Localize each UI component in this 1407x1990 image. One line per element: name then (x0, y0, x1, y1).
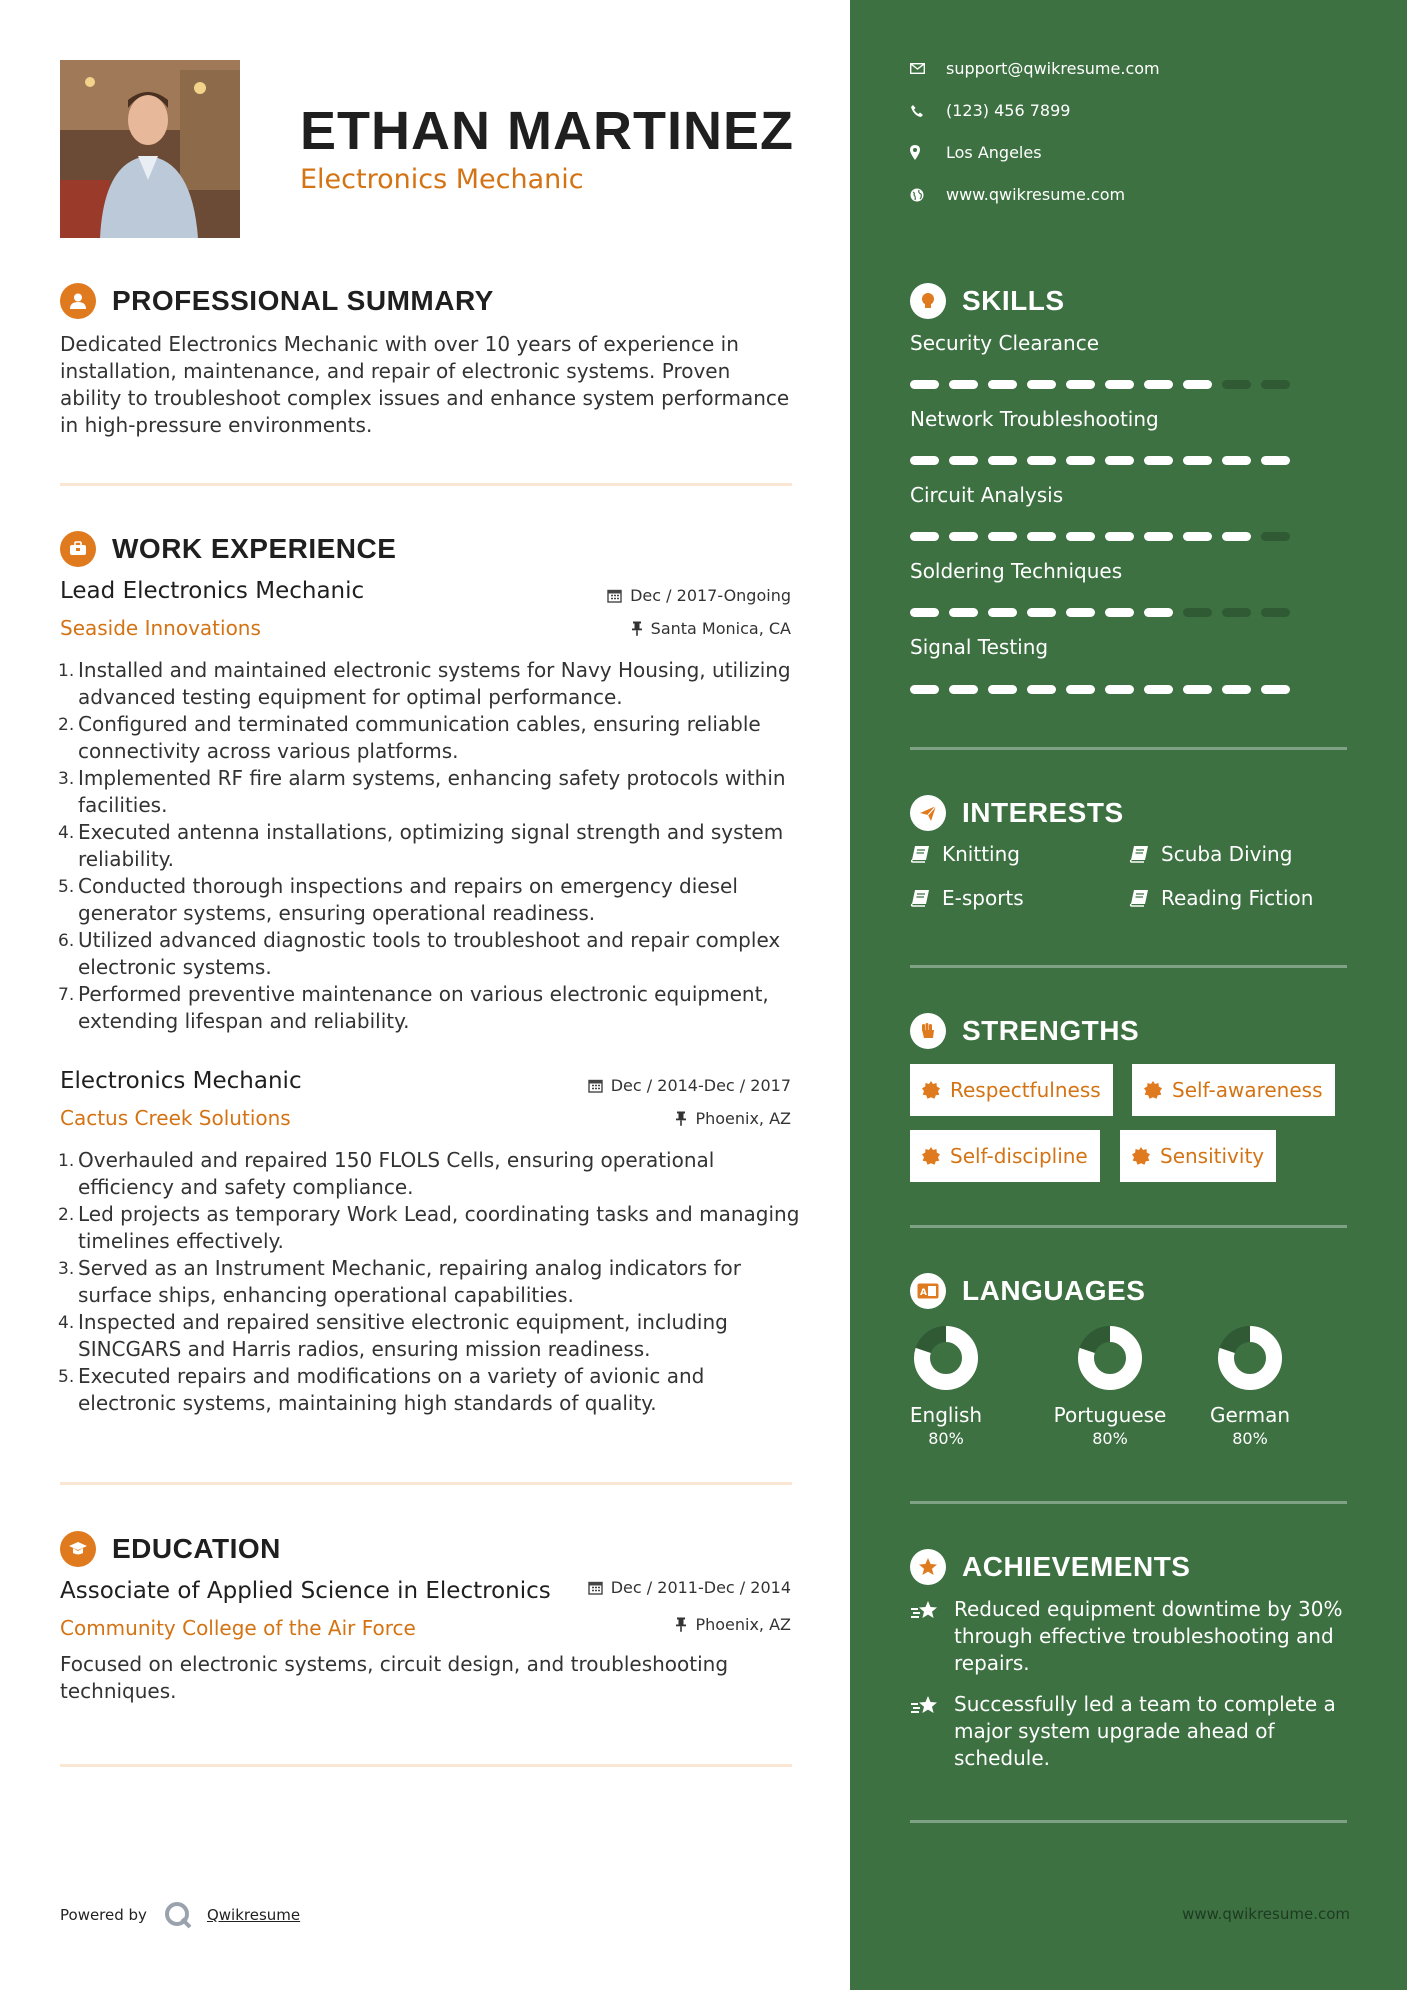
language-proficiency-ring (1075, 1323, 1145, 1393)
footer-website[interactable]: www.qwikresume.com (1182, 1905, 1350, 1923)
skill-segment-empty (1261, 380, 1290, 389)
skill-segment-filled (1066, 608, 1095, 617)
summary-title: PROFESSIONAL SUMMARY (112, 285, 494, 316)
interests-heading (910, 795, 1124, 831)
duty-item: Configured and terminated communication cables, ensuring reliable connectivity across various platforms. (78, 712, 761, 763)
skill-segment-filled (1183, 456, 1212, 465)
interest-label: Reading Fiction (1161, 886, 1314, 910)
book-icon (910, 889, 930, 907)
skill-segment-filled (1027, 532, 1056, 541)
interests-title: INTERESTS (962, 797, 1124, 828)
skill-segment-filled (1105, 685, 1134, 694)
language-icon (910, 1273, 946, 1309)
job-title: Lead Electronics Mechanic (60, 578, 365, 604)
divider (60, 1764, 792, 1767)
skill-segment-filled (910, 380, 939, 389)
skill-segment-filled (1222, 532, 1251, 541)
powered-by (60, 1900, 300, 1930)
duty-item: Executed repairs and modifications on a variety of avionic and electronic systems, maintaining high standards of quality. (78, 1364, 705, 1415)
job-dates (607, 586, 791, 605)
paper-plane-icon (910, 795, 946, 831)
skill-segment-filled (1222, 456, 1251, 465)
badge-icon (922, 1081, 940, 1099)
skill-segment-filled (1144, 456, 1173, 465)
skill-segment-filled (1105, 608, 1134, 617)
skill-segment-filled (1183, 532, 1212, 541)
powered-by-label: Powered by (60, 1906, 147, 1924)
contact-email-text: support@qwikresume.com (946, 59, 1160, 78)
divider (910, 965, 1347, 968)
language-name: German (1209, 1403, 1291, 1427)
skill-segment-filled (1144, 685, 1173, 694)
lightbulb-icon (910, 283, 946, 319)
language-name: Portuguese (1053, 1403, 1167, 1427)
skill-segment-filled (1066, 380, 1095, 389)
briefcase-icon (60, 531, 96, 567)
achievement-text: Reduced equipment downtime by 30% through effective troubleshooting and repairs. (954, 1597, 1343, 1675)
skill-segment-filled (1105, 532, 1134, 541)
map-marker-icon (910, 145, 946, 160)
interest-item (1129, 886, 1313, 910)
badge-icon (1132, 1147, 1150, 1165)
pin-icon (675, 1111, 687, 1126)
language-item (1045, 1323, 1175, 1448)
education-dates-text: Dec / 2011-Dec / 2014 (610, 1578, 791, 1597)
interest-item (1129, 842, 1292, 866)
job-location-text: Santa Monica, CA (650, 619, 791, 638)
language-proficiency-ring (911, 1323, 981, 1393)
summary-text: Dedicated Electronics Mechanic with over 10 years of experience in installation, maintenance, and repair of electronic systems. Proven ability to troubleshoot complex issues and enhance system performance in high-pressure environments. (60, 332, 790, 437)
graduation-icon (60, 1531, 96, 1567)
job-company: Cactus Creek Solutions (60, 1106, 291, 1130)
qwikresume-link[interactable]: Qwikresume (206, 1906, 301, 1924)
languages-heading (910, 1273, 1145, 1309)
skill-segment-filled (1027, 456, 1056, 465)
skill-segment-filled (988, 685, 1017, 694)
skills-heading (910, 283, 1065, 319)
phone-icon (910, 104, 946, 118)
divider (910, 1820, 1347, 1823)
skill-segment-filled (1105, 380, 1134, 389)
skills-title: SKILLS (962, 285, 1065, 316)
skill-name: Network Troubleshooting (910, 407, 1159, 431)
skill-segment-filled (1183, 380, 1212, 389)
language-item (1200, 1323, 1300, 1448)
calendar-icon (607, 588, 622, 603)
language-percent: 80% (1232, 1429, 1268, 1448)
job-dates (588, 1076, 791, 1095)
skill-segment-filled (1105, 456, 1134, 465)
duty-item: Led projects as temporary Work Lead, coordinating tasks and managing timelines effectively. (78, 1202, 800, 1253)
education-description: Focused on electronic systems, circuit design, and troubleshooting techniques. (60, 1652, 729, 1703)
user-icon (60, 283, 96, 319)
skill-level-bar (910, 608, 1290, 617)
duty-item: Executed antenna installations, optimizing signal strength and system reliability. (78, 820, 784, 871)
skill-name: Circuit Analysis (910, 483, 1064, 507)
globe-icon (910, 188, 946, 202)
skill-name: Security Clearance (910, 331, 1100, 355)
skill-segment-filled (1066, 685, 1095, 694)
sidebar (850, 0, 1407, 1990)
job-duties (60, 657, 800, 1035)
contact-website-text: www.qwikresume.com (946, 185, 1126, 204)
skill-segment-filled (949, 456, 978, 465)
skill-segment-filled (988, 608, 1017, 617)
contact-phone-text: (123) 456 7899 (946, 101, 1071, 120)
strength-label: Respectfulness (950, 1078, 1101, 1102)
badge-icon (1144, 1081, 1162, 1099)
duty-item: Implemented RF fire alarm systems, enhancing safety protocols within facilities. (78, 766, 786, 817)
skill-segment-filled (1261, 685, 1290, 694)
contact-website[interactable] (910, 185, 1125, 204)
skill-segment-filled (1027, 380, 1056, 389)
job-location (631, 619, 791, 638)
skill-segment-filled (910, 456, 939, 465)
candidate-role: Electronics Mechanic (300, 164, 584, 195)
svg-text:A: A (920, 1288, 927, 1298)
book-icon (1129, 889, 1149, 907)
job-dates-text: Dec / 2014-Dec / 2017 (610, 1076, 791, 1095)
skill-segment-filled (1261, 456, 1290, 465)
strength-tag (910, 1130, 1100, 1182)
profile-photo (60, 60, 240, 238)
star-icon (910, 1549, 946, 1585)
education-location-text: Phoenix, AZ (695, 1615, 791, 1634)
skill-segment-filled (910, 532, 939, 541)
language-proficiency-ring (1215, 1323, 1285, 1393)
skill-segment-filled (988, 456, 1017, 465)
duty-item: Conducted thorough inspections and repairs on emergency diesel generator systems, ensuring operational readiness. (78, 874, 738, 925)
duty-item: Inspected and repaired sensitive electronic equipment, including SINCGARS and Harris radios, ensuring mission readiness. (78, 1310, 728, 1361)
experience-heading (60, 531, 396, 567)
fist-icon (910, 1013, 946, 1049)
interest-item (910, 842, 1020, 866)
skill-segment-empty (1222, 380, 1251, 389)
interest-item (910, 886, 1024, 910)
skill-segment-empty (1222, 608, 1251, 617)
skill-level-bar (910, 532, 1290, 541)
pin-icon (675, 1617, 687, 1632)
summary-heading (60, 283, 494, 319)
school-name: Community College of the Air Force (60, 1616, 416, 1640)
pin-icon (631, 621, 643, 636)
education-location (675, 1615, 791, 1634)
education-title: EDUCATION (112, 1533, 281, 1564)
language-name: English (909, 1403, 983, 1427)
skill-segment-filled (949, 608, 978, 617)
duty-item: Served as an Instrument Mechanic, repairing analog indicators for surface ships, enhancing operational capabilities. (78, 1256, 742, 1307)
language-percent: 80% (928, 1429, 964, 1448)
skill-name: Soldering Techniques (910, 559, 1123, 583)
skill-segment-filled (1144, 532, 1173, 541)
strength-label: Sensitivity (1160, 1144, 1265, 1168)
skill-segment-filled (988, 532, 1017, 541)
contact-location (910, 143, 1042, 162)
education-heading (60, 1531, 281, 1567)
skill-segment-filled (949, 380, 978, 389)
skill-level-bar (910, 380, 1290, 389)
language-item (900, 1323, 992, 1448)
experience-title: WORK EXPERIENCE (112, 533, 397, 564)
skill-segment-filled (910, 685, 939, 694)
job-duties (60, 1147, 800, 1417)
strength-tag (1120, 1130, 1276, 1182)
strengths-heading (910, 1013, 1139, 1049)
strengths-title: STRENGTHS (962, 1015, 1140, 1046)
skill-segment-filled (949, 532, 978, 541)
job-location (675, 1109, 791, 1128)
job-location-text: Phoenix, AZ (695, 1109, 791, 1128)
skill-segment-filled (1027, 685, 1056, 694)
interest-label: E-sports (942, 886, 1024, 910)
divider (60, 483, 792, 486)
job-dates-text: Dec / 2017-Ongoing (630, 586, 791, 605)
contact-email[interactable] (910, 59, 1160, 78)
achievement-item (910, 1596, 1350, 1677)
language-percent: 80% (1092, 1429, 1128, 1448)
skill-segment-filled (1222, 685, 1251, 694)
skill-name: Signal Testing (910, 635, 1049, 659)
achievement-item (910, 1691, 1350, 1772)
strength-tag (1132, 1064, 1335, 1116)
duty-item: Installed and maintained electronic systems for Navy Housing, utilizing advanced testing equipment for optimal performance. (78, 658, 791, 709)
skill-segment-empty (1183, 608, 1212, 617)
divider (910, 747, 1347, 750)
languages-title: LANGUAGES (962, 1275, 1146, 1306)
strength-tag (910, 1064, 1113, 1116)
degree-title: Associate of Applied Science in Electronics (60, 1578, 551, 1604)
skill-segment-empty (1261, 608, 1290, 617)
calendar-icon (588, 1580, 603, 1595)
duty-item: Utilized advanced diagnostic tools to troubleshoot and repair complex electronic systems. (78, 928, 781, 979)
divider (910, 1501, 1347, 1504)
skill-level-bar (910, 685, 1290, 694)
skill-segment-filled (1027, 608, 1056, 617)
achievements-heading (910, 1549, 1190, 1585)
strength-label: Self-discipline (950, 1144, 1088, 1168)
skill-segment-filled (910, 608, 939, 617)
job-company: Seaside Innovations (60, 616, 261, 640)
skill-segment-filled (988, 380, 1017, 389)
skill-segment-filled (1066, 456, 1095, 465)
badge-icon (922, 1147, 940, 1165)
contact-location-text: Los Angeles (946, 143, 1042, 162)
shooting-star-icon (910, 1691, 954, 1772)
skill-segment-empty (1261, 532, 1290, 541)
education-dates (588, 1578, 791, 1597)
book-icon (1129, 845, 1149, 863)
divider (60, 1482, 792, 1485)
skill-segment-filled (1183, 685, 1212, 694)
duty-item: Performed preventive maintenance on various electronic equipment, extending lifespan and reliability. (78, 982, 769, 1033)
book-icon (910, 845, 930, 863)
calendar-icon (588, 1078, 603, 1093)
job-title: Electronics Mechanic (60, 1068, 302, 1094)
skill-segment-filled (1066, 532, 1095, 541)
skill-level-bar (910, 456, 1290, 465)
envelope-icon (910, 63, 946, 74)
divider (910, 1225, 1347, 1228)
skill-segment-filled (1144, 608, 1173, 617)
skill-segment-filled (1144, 380, 1173, 389)
skill-segment-filled (949, 685, 978, 694)
strength-label: Self-awareness (1172, 1078, 1323, 1102)
achievements-title: ACHIEVEMENTS (962, 1551, 1191, 1582)
contact-phone[interactable] (910, 101, 1070, 120)
interest-label: Scuba Diving (1161, 842, 1293, 866)
achievement-text: Successfully led a team to complete a major system upgrade ahead of schedule. (954, 1692, 1336, 1770)
qwikresume-logo-icon (163, 1900, 193, 1930)
interest-label: Knitting (942, 842, 1020, 866)
candidate-name: ETHAN MARTINEZ (300, 101, 794, 161)
duty-item: Overhauled and repaired 150 FLOLS Cells, ensuring operational efficiency and safety compliance. (78, 1148, 715, 1199)
shooting-star-icon (910, 1596, 954, 1677)
